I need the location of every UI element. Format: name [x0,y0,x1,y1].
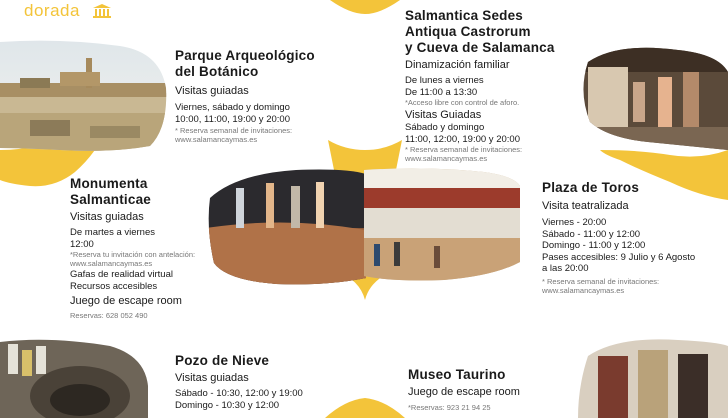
section-pozo-nieve [175,353,335,411]
reservation-link[interactable]: www.salamancaymas.es [405,154,488,163]
section-title: Parque Arqueológico [175,48,315,63]
photo-botanico [0,38,168,153]
reservation-note: * Reserva semanal de invitaciones: [405,145,523,154]
section-subtitle: Dinamización familiar [405,59,510,71]
access-note: *Acceso libre con control de aforo. [405,98,520,107]
section-title: Salmanticae [70,192,151,207]
section-subtitle: Visita teatralizada [542,200,629,212]
photo-monumenta [206,168,366,286]
section-subtitle: Visitas guiadas [175,372,249,384]
section-subtitle: Juego de escape room [70,295,182,307]
schedule-line: De lunes a viernes [405,75,484,86]
photo-plaza-toros [364,166,520,284]
section-botanico [175,48,335,144]
reservation-link[interactable]: www.salamancaymas.es [542,285,625,295]
photo-museo-taurino [578,336,728,418]
section-sedes [405,8,580,163]
section-title: Plaza de Toros [542,180,640,195]
section-title: del Botánico [175,64,259,79]
reservation-note: * Reserva semanal de invitaciones: [175,126,293,135]
section-subtitle: Visitas guiadas [70,211,144,223]
section-title: Pozo de Nieve [175,353,270,368]
section-title: Museo Taurino [408,367,506,382]
schedule-line: Sábado y domingo [405,122,485,133]
photo-pozo-nieve [0,336,148,418]
schedule-line: 11:00, 12:00, 19:00 y 20:00 [405,133,520,145]
temple-icon [92,4,112,18]
feature-line: Recursos accesibles [70,280,158,292]
photo-sedes [578,42,728,150]
reservation-note: * Reserva semanal de invitaciones: [542,276,660,286]
schedule-line: Domingo - 10:30 y 12:00 [175,399,280,411]
phone-note: Reservas: 628 052 490 [70,311,148,320]
schedule-line: a las 20:00 [542,263,589,274]
section-title: Salmantica Sedes [405,8,524,23]
schedule-line: Sábado - 11:00 y 12:00 [542,228,641,240]
schedule-line: 12:00 [70,238,94,250]
reservation-link[interactable]: www.salamancaymas.es [175,135,258,144]
schedule-line: Viernes - 20:00 [542,217,607,228]
section-museo-taurino [408,367,578,412]
schedule-line: Pases accesibles: 9 Julio y 6 Agosto [542,251,696,263]
section-title: y Cueva de Salamanca [405,40,555,55]
section-monumenta [70,176,210,320]
section-title: Antiqua Castrorum [405,24,531,39]
reservation-note: *Reserva tu invitación con antelación: [70,250,196,259]
phone-note: *Reservas: 923 21 94 25 [408,403,491,412]
section-subtitle: Visitas Guiadas [405,109,482,121]
feature-line: Gafas de realidad virtual [70,269,173,280]
schedule-line: De 11:00 a 13:30 [405,86,478,98]
schedule-line: Domingo - 11:00 y 12:00 [542,240,646,251]
reservation-link[interactable]: www.salamancaymas.es [70,259,153,268]
schedule-line: De martes a viernes [70,227,156,238]
section-subtitle: Visitas guiadas [175,85,249,97]
section-subtitle: Juego de escape room [408,386,520,398]
section-plaza-toros [542,180,726,295]
brand-logo-text: dorada [24,1,80,20]
schedule-line: Viernes, sábado y domingo [175,102,290,113]
section-title: Monumenta [70,176,148,191]
schedule-line: Sábado - 10:30, 12:00 y 19:00 [175,388,303,399]
schedule-line: 10:00, 11:00, 19:00 y 20:00 [175,113,290,125]
